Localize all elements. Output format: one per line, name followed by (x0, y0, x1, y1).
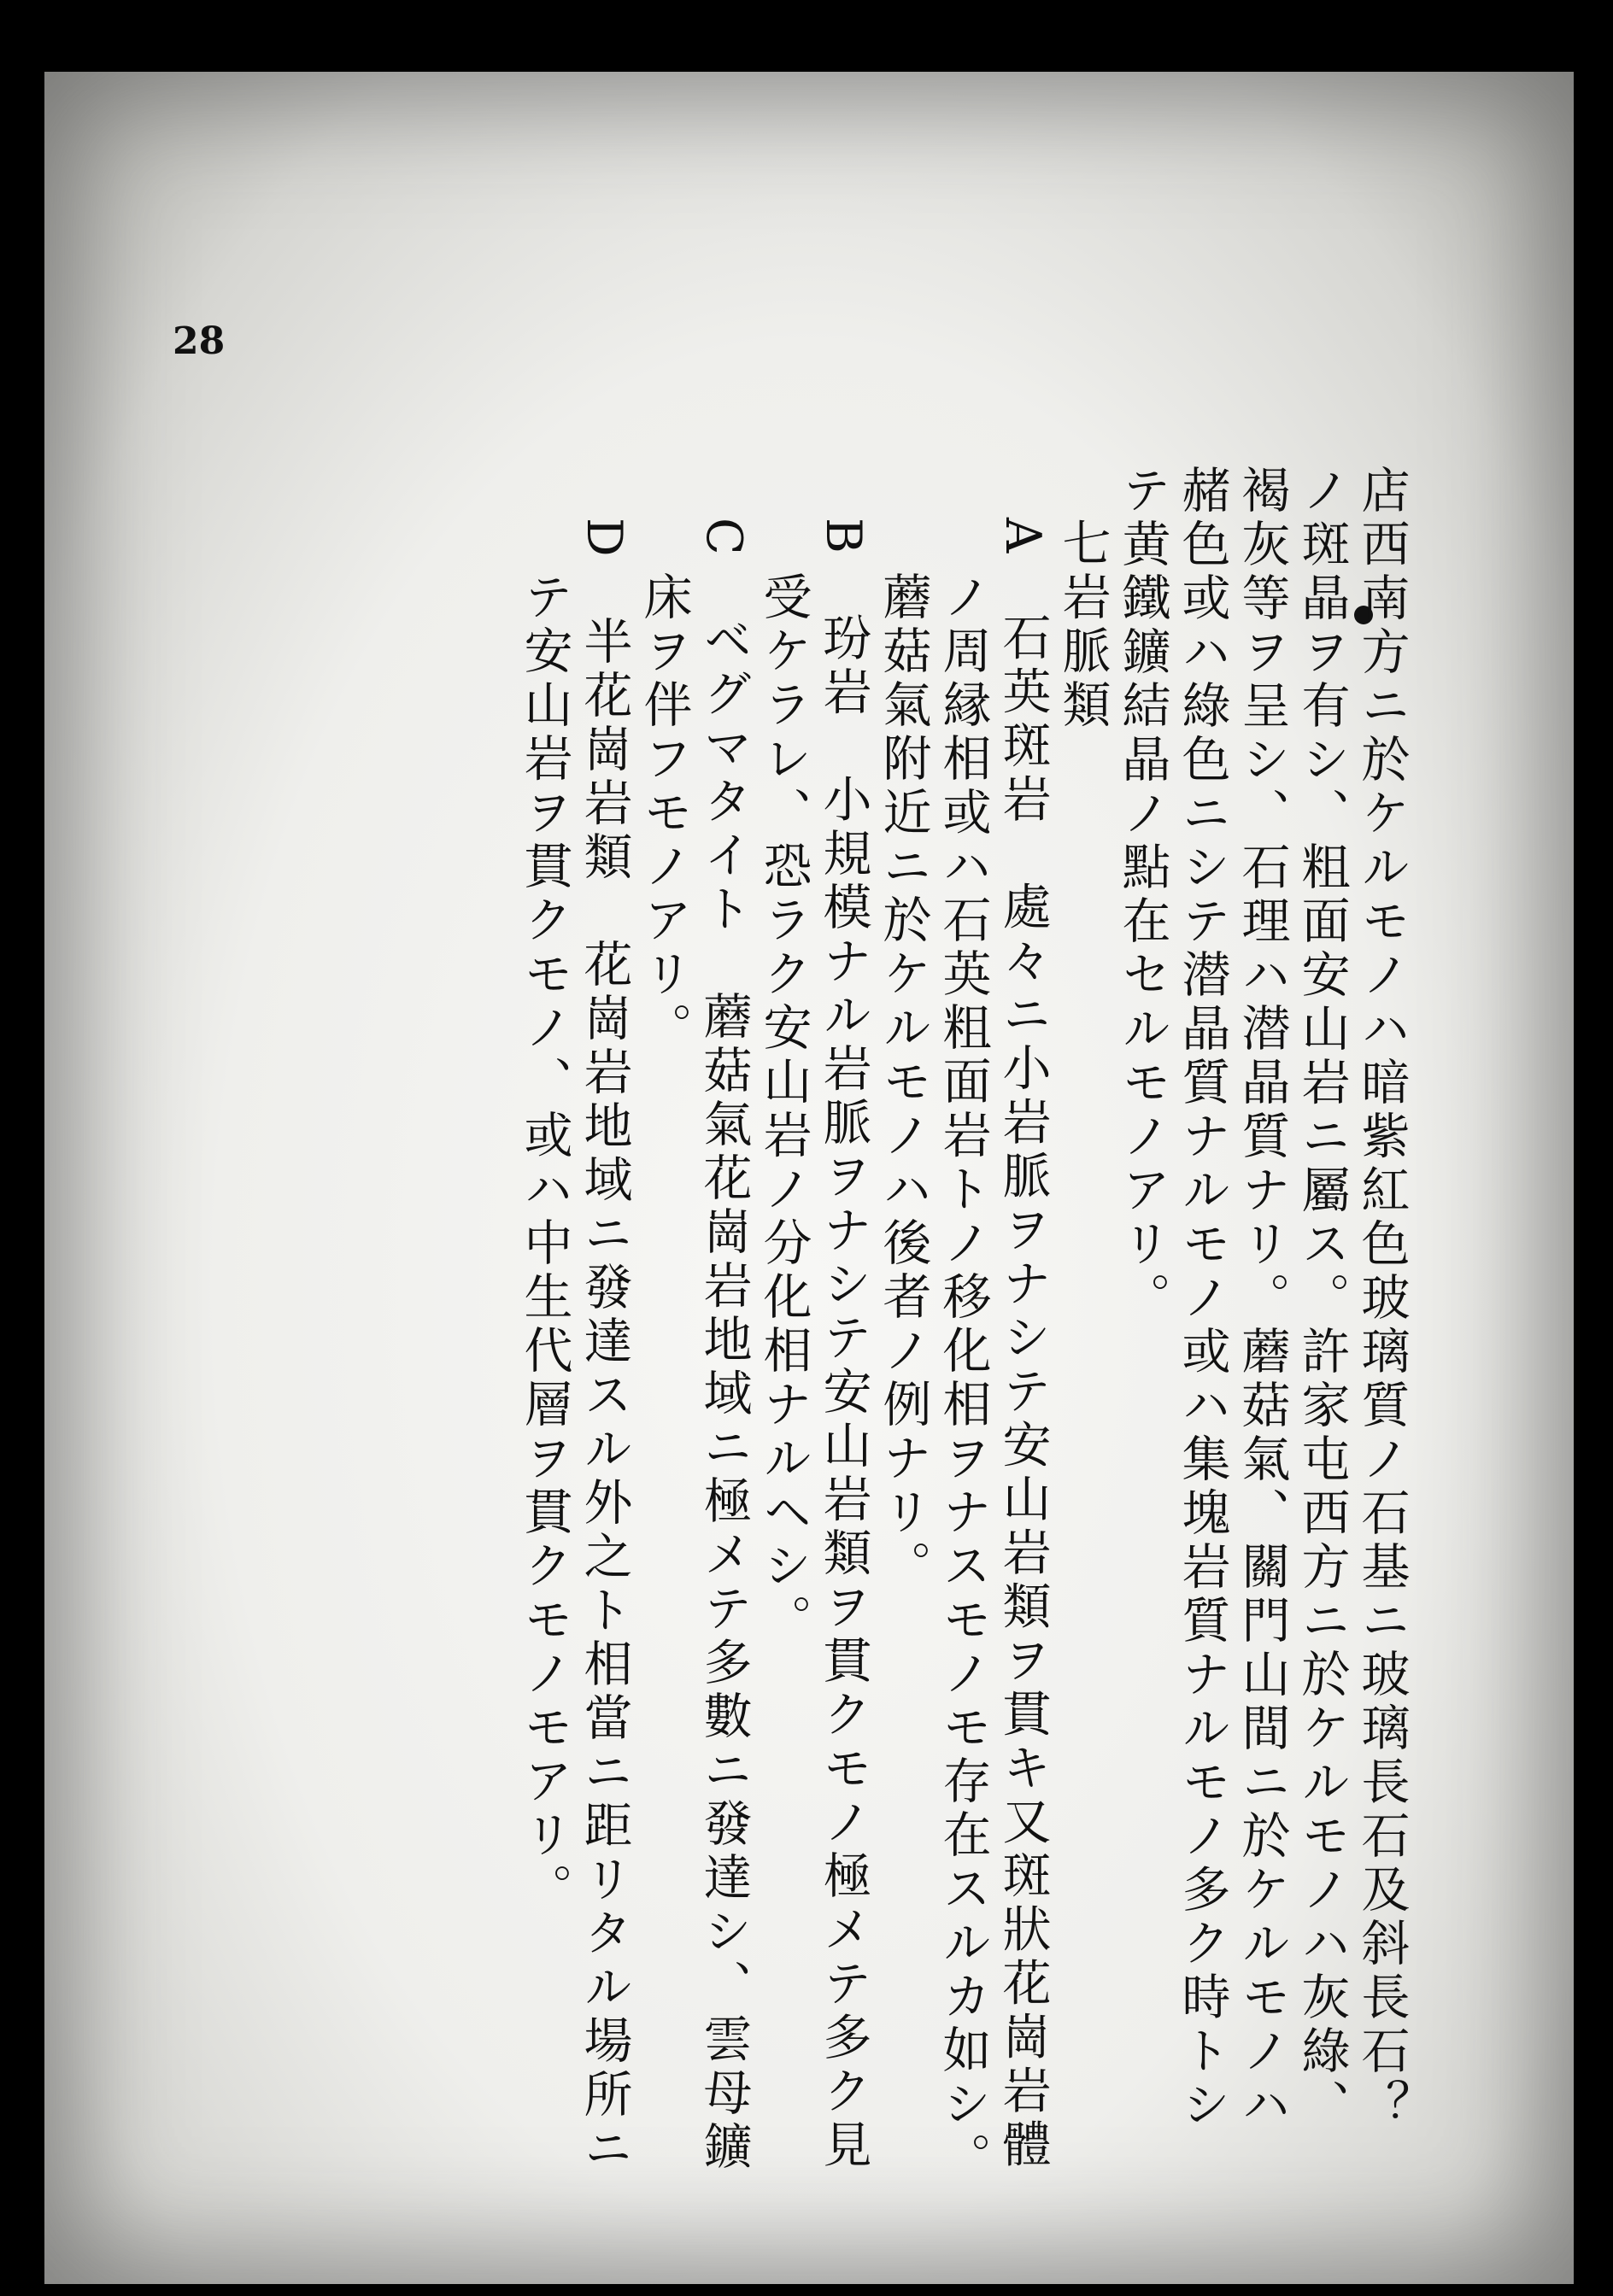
document-page (44, 72, 1574, 2284)
text-line-1: 店西南方ニ於ケルモノハ暗紫紅色玻璃質ノ石基ニ玻璃長石及斜長石？ (1353, 465, 1410, 2133)
text-line-3: 褐灰等ヲ呈シ、石理ハ潜晶質ナリ。蘑菇氣、關門山間ニ於ケルモノハ (1234, 465, 1290, 2133)
text-line-10: B 玢岩 小規模ナル岩脈ヲナシテ安山岩類ヲ貫クモノ極メテ多ク見 (815, 518, 871, 2173)
text-line-11: 受ケラレ、恐ラク安山岩ノ分化相ナルヘシ。 (755, 571, 812, 1648)
text-line-9: 蘑菇氣附近ニ於ケルモノハ後者ノ例ナリ。 (875, 571, 931, 1594)
section-heading (1053, 465, 1112, 2284)
text-line-7: A 石英斑岩 處々ニ小岩脈ヲナシテ安山岩類ヲ貫キ又斑狀花崗岩體 (994, 518, 1051, 2173)
text-line-2: ノ斑晶ヲ有シ、粗面安山岩ニ屬ス。許家屯西方ニ於ケルモノハ灰綠、 (1293, 465, 1350, 2133)
text-line-15: テ安山岩ヲ貫クモノ、或ハ中生代層ヲ貫クモノモアリ。 (516, 571, 572, 1917)
text-line-13: 床ヲ伴フモノアリ。 (636, 571, 692, 1056)
text-line-8: ノ周縁相或ハ石英粗面岩トノ移化相ヲナスモノモ存在スルカ如シ。 (935, 571, 991, 2186)
page-number: 28 (173, 319, 226, 363)
text-line-12: C ベグマタイト 蘑菇氣花崗岩地域ニ極メテ多數ニ發達シ、雲母鑛 (695, 518, 752, 2175)
text-line-14: D 半花崗岩類 花崗岩地域ニ發達スル外之ト相當ニ距リタル場所ニ (576, 518, 632, 2176)
text-line-5: テ黄鐵鑛結晶ノ點在セルモノアリ。 (1114, 465, 1170, 1326)
text-line-4: 赭色或ハ綠色ニシテ潜晶質ナルモノ或ハ集塊岩質ナルモノ多ク時トシ (1174, 465, 1230, 2133)
section-number: 七 (1054, 518, 1111, 571)
section-title: 岩脈類 (1054, 571, 1111, 733)
vertical-text-block (514, 465, 1411, 2284)
